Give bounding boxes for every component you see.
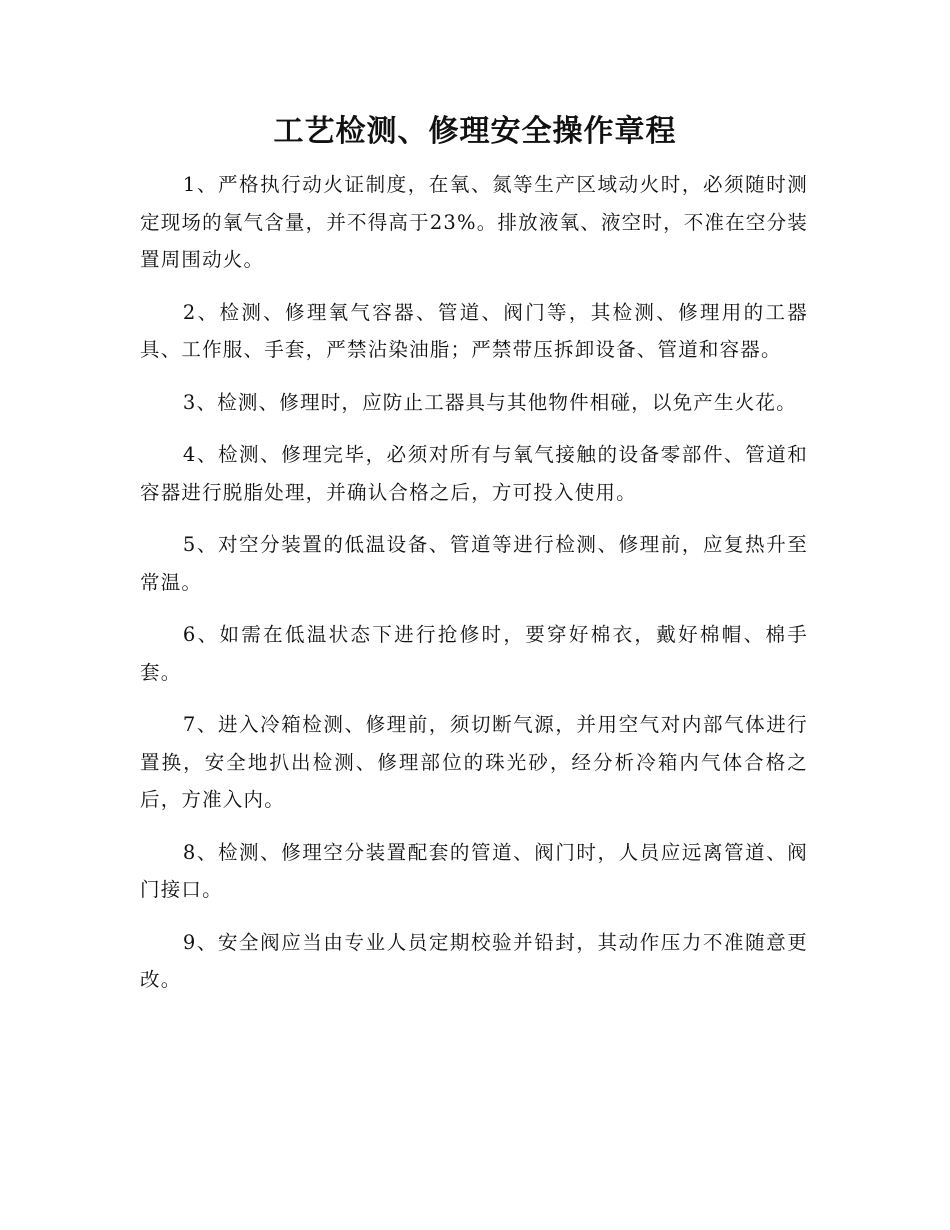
document-title: 工艺检测、修理安全操作章程 <box>273 114 677 149</box>
clause-5: 5、对空分装置的低温设备、管道等进行检测、修理前，应复热升至常温。 <box>140 533 808 594</box>
clause-2: 2、检测、修理氧气容器、管道、阀门等，其检测、修理用的工器具、工作服、手套，严禁沾染油脂；严禁带压拆卸设备、管道和容器。 <box>140 300 808 361</box>
clause-8: 8、检测、修理空分装置配套的管道、阀门时，人员应远离管道、阀门接口。 <box>140 840 808 901</box>
clause-4: 4、检测、修理完毕，必须对所有与氧气接触的设备零部件、管道和容器进行脱脂处理，并确认合格之后，方可投入使用。 <box>140 443 808 504</box>
clause-7: 7、进入冷箱检测、修理前，须切断气源，并用空气对内部气体进行置换，安全地扒出检测、修理部位的珠光砂，经分析冷箱内气体合格之后，方准入内。 <box>140 713 808 811</box>
clause-6: 6、如需在低温状态下进行抢修时，要穿好棉衣，戴好棉帽、棉手套。 <box>140 623 808 684</box>
document-body <box>140 166 808 1014</box>
clause-1: 1、严格执行动火证制度，在氧、氮等生产区域动火时，必须随时测定现场的氧气含量，并不得高于23%。排放液氧、液空时，不准在空分装置周围动火。 <box>140 173 808 271</box>
clause-9: 9、安全阀应当由专业人员定期校验并铅封，其动作压力不准随意更改。 <box>140 930 808 991</box>
clause-3: 3、检测、修理时，应防止工器具与其他物件相碰，以免产生火花。 <box>182 390 797 414</box>
